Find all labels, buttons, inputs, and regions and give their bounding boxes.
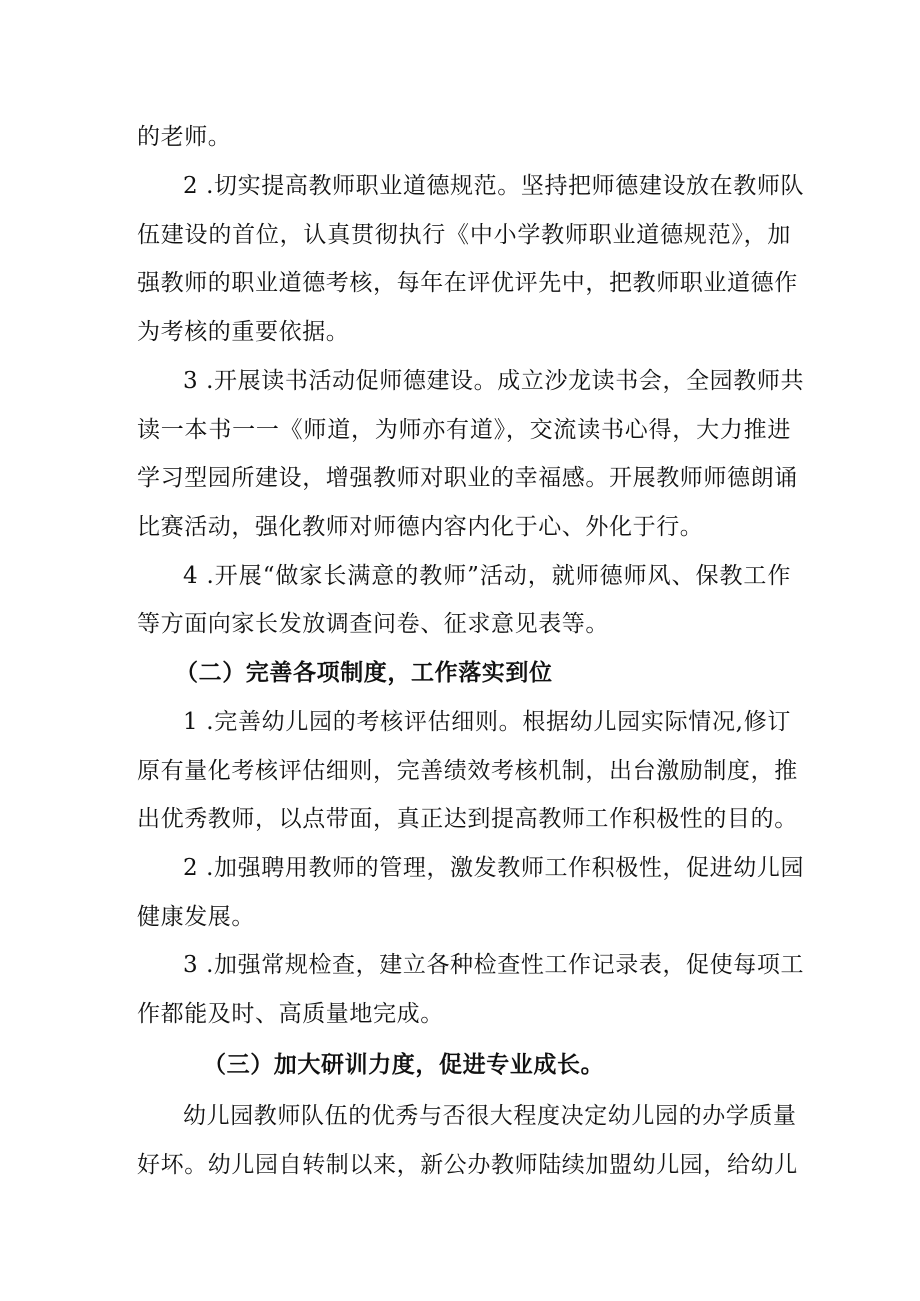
paragraph-first-line: 4 .开展“做家长满意的教师”活动，就师德师风、保教工作 [183,563,791,589]
text-line: 原有量化考核评估细则，完善绩效考核机制，出台激励制度，推 [137,758,798,784]
text-line: 强教师的职业道德考核，每年在评优评先中，把教师职业道德作 [137,270,798,296]
section-heading: （三）加大研训力度，促进专业成长。 [203,1051,605,1078]
text-line: 读一本书一一《师道，为师亦有道》，交流读书心得，大力推进 [137,417,791,443]
paragraph-first-line: 2 .切实提高教师职业道德规范。坚持把师德建设放在教师队 [183,173,805,199]
text-line: 好坏。幼儿园自转制以来，新公办教师陆续加盟幼儿园，给幼儿 [137,1152,798,1178]
text-line: 比赛活动，强化教师对师德内容内化于心、外化于行。 [137,514,704,540]
paragraph-first-line: 1 .完善幼儿园的考核评估细则。根据幼儿园实际情况,修订 [183,709,791,735]
text-line: 出优秀教师，以点带面，真正达到提高教师工作积极性的目的。 [137,806,798,832]
section-heading: （二）完善各项制度，工作落实到位 [175,659,553,686]
text-line: 作都能及时、高质量地完成。 [137,1001,444,1027]
text-line: 伍建设的首位，认真贯彻执行《中小学教师职业道德规范》，加 [137,222,791,248]
text-line: 等方面向家长发放调查问卷、征求意见表等。 [137,611,609,637]
paragraph-first-line: 2 .加强聘用教师的管理，激发教师工作积极性，促进幼儿园 [183,855,805,881]
paragraph-first-line: 幼儿园教师队伍的优秀与否很大程度决定幼儿园的办学质量 [183,1103,797,1129]
paragraph-first-line: 3 .加强常规检查，建立各种检查性工作记录表，促使每项工 [183,952,805,978]
text-line: 的老师。 [137,124,232,150]
text-line: 学习型园所建设，增强教师对职业的幸福感。开展教师师德朗诵 [137,465,798,491]
paragraph-first-line: 3 .开展读书活动促师德建设。成立沙龙读书会，全园教师共 [183,368,805,394]
text-line: 健康发展。 [137,904,255,930]
text-line: 为考核的重要依据。 [137,319,350,345]
